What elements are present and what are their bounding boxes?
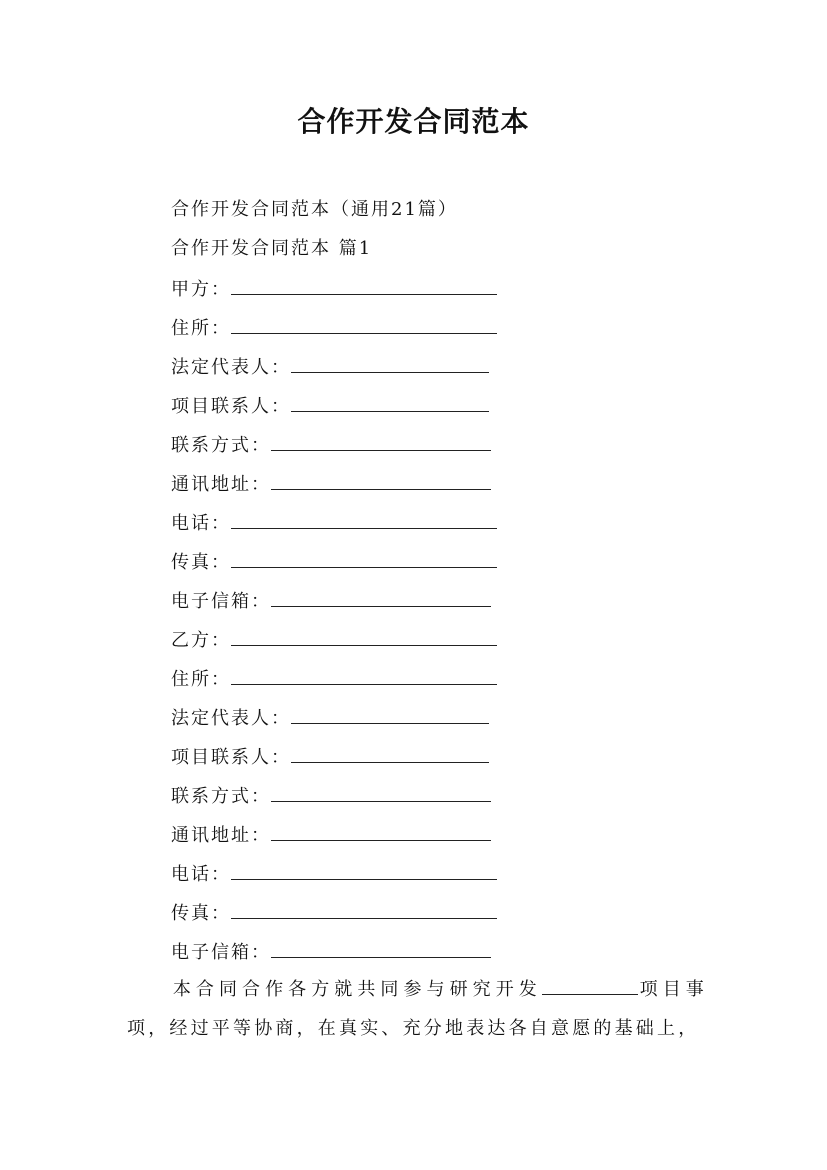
field-label: 电话： [171,513,231,534]
field-label: 联系方式： [171,786,271,807]
party-a-contact-method-line [171,432,491,458]
document-title: 合作开发合同范本 [297,105,530,138]
field-blank [291,393,489,412]
field-label: 法定代表人： [171,357,291,378]
party-b-address-line [171,666,497,692]
party-b-mail-address-line [171,822,491,848]
field-blank [291,705,489,724]
party-b-legal-rep-line [171,705,489,731]
party-a-mail-address-line [171,471,491,497]
project-name-blank [542,976,638,995]
party-a-fax-line [171,549,497,575]
body-paragraph [127,970,707,1048]
field-blank [271,822,491,841]
field-blank [291,354,489,373]
field-label: 通讯地址： [171,474,271,495]
party-a-contact-person-line [171,393,489,419]
field-label: 住所： [171,669,231,690]
field-label: 项目联系人： [171,747,291,768]
party-b-phone-line [171,861,497,887]
section-heading: 合作开发合同范本 篇1 [171,238,373,259]
field-label: 住所： [171,318,231,339]
field-label: 传真： [171,903,231,924]
field-blank [231,666,497,685]
party-b-contact-method-line [171,783,491,809]
field-blank [271,783,491,802]
field-blank [231,549,497,568]
party-b-fax-line [171,900,497,926]
field-blank [291,744,489,763]
party-a-blank [231,276,497,295]
field-blank [231,510,497,529]
party-b-label: 乙方： [171,630,231,651]
field-blank [271,471,491,490]
document-subtitle: 合作开发合同范本（通用21篇） [171,199,458,220]
field-blank [231,861,497,880]
field-label: 通讯地址： [171,825,271,846]
party-a-address-line [171,315,497,341]
field-label: 电子信箱： [171,591,271,612]
field-blank [231,900,497,919]
field-label: 传真： [171,552,231,573]
field-label: 电子信箱： [171,942,271,963]
field-blank [271,588,491,607]
party-a-label: 甲方： [171,279,231,300]
party-b-contact-person-line [171,744,489,770]
party-a-line [171,276,497,302]
field-label: 项目联系人： [171,396,291,417]
field-blank [271,939,491,958]
field-label: 法定代表人： [171,708,291,729]
party-b-email-line [171,939,491,965]
field-label: 电话： [171,864,231,885]
party-a-phone-line [171,510,497,536]
paragraph-text-end: 项目事项，经过平等协商，在真实、充分地表达各自意愿的基础上， [127,979,707,1039]
paragraph-text-start: 本合同合作各方就共同参与研究开发 [171,979,542,1000]
party-a-legal-rep-line [171,354,489,380]
party-a-email-line [171,588,491,614]
field-blank [231,315,497,334]
party-b-blank [231,627,497,646]
field-label: 联系方式： [171,435,271,456]
party-b-line [171,627,497,653]
field-blank [271,432,491,451]
